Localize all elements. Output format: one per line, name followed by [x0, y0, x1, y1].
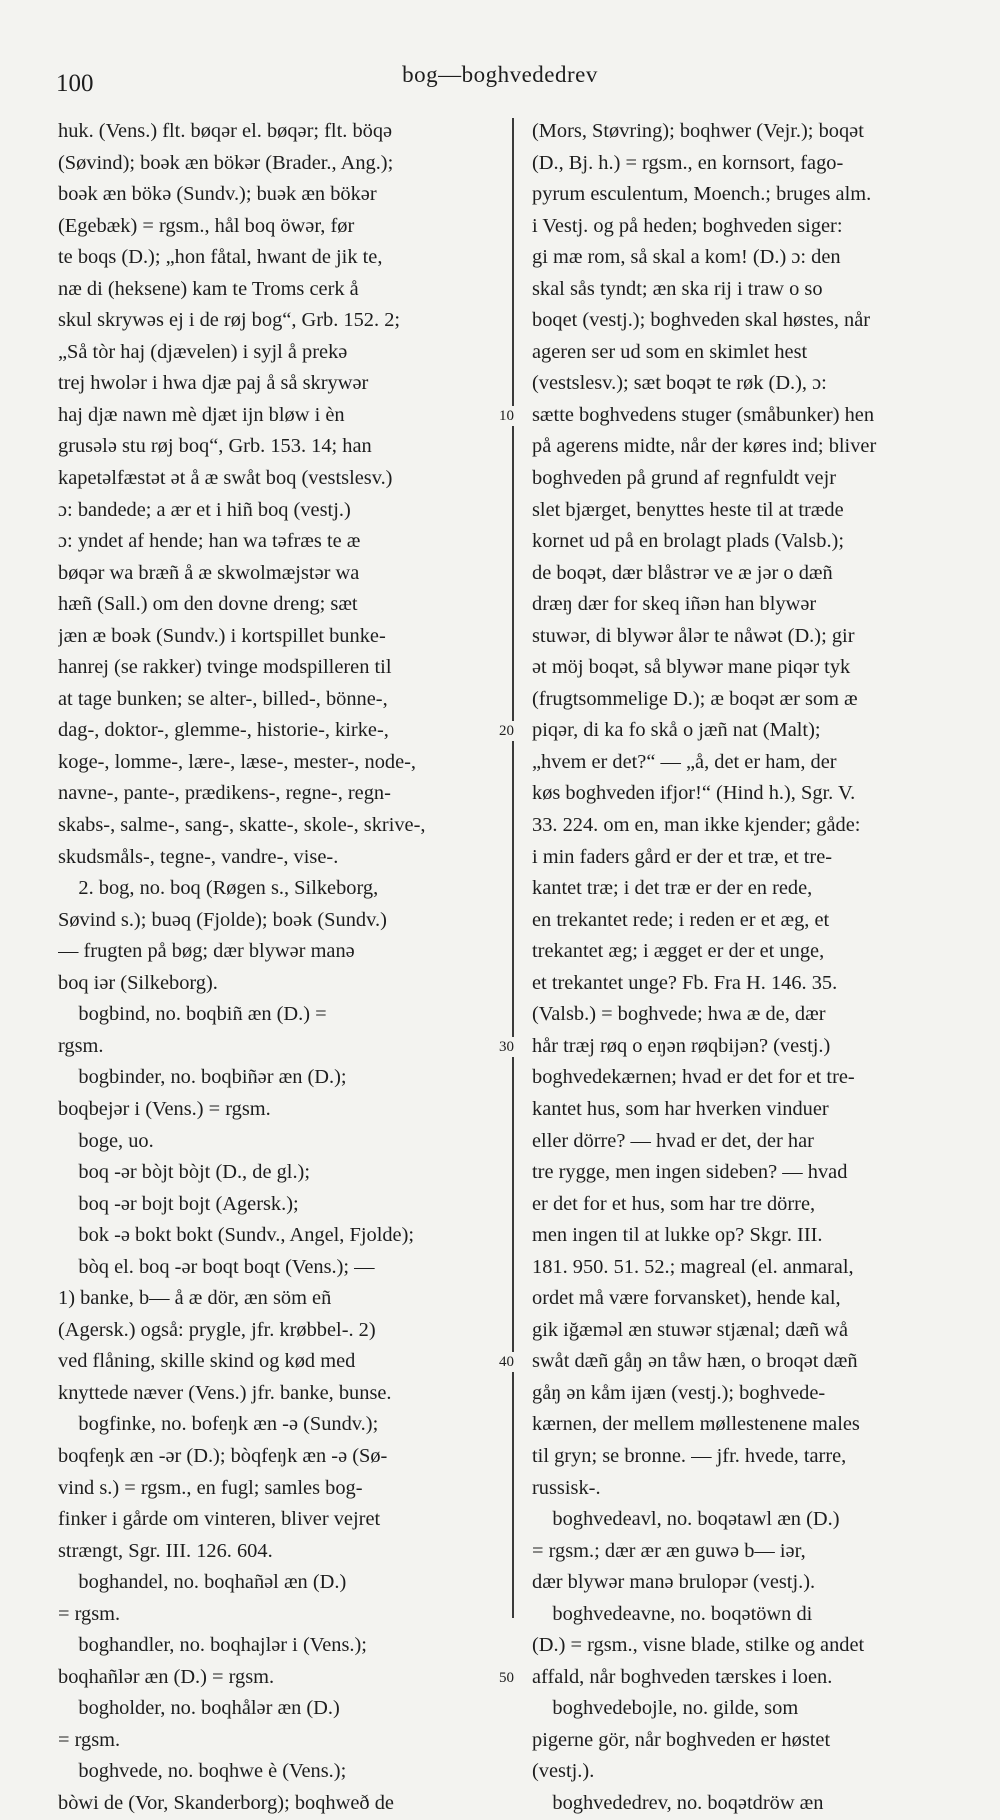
text-line: tre rygge, men ingen sideben? — hvad [532, 1161, 848, 1184]
text-line: (vestslesv.); sæt boqət te røk (D.), ɔ: [532, 372, 827, 395]
text-line: trekantet æg; i ægget er der et unge, [532, 940, 825, 963]
text-line: „Så tòr haj (djævelen) i syjl å prekə [58, 340, 348, 363]
text-line: navne-, pante-, prædikens-, regne-, regn- [58, 782, 391, 805]
text-line: boqfeŋk æn -ər (D.); bòqfeŋk æn -ə (Sø- [58, 1444, 388, 1467]
text-line: bøqər wa bræñ å æ skwolmæjstər wa [58, 561, 360, 584]
text-line: finker i gårde om vinteren, bliver vejret [58, 1508, 381, 1531]
text-line: skul skrywəs ej i de røj bog“, Grb. 152. 2; [58, 309, 401, 332]
text-line: bok -ə bokt bokt (Sundv., Angel, Fjolde); [58, 1224, 415, 1247]
text-line: trej hwolər i hwa djæ paj å så skrywər [58, 372, 369, 395]
text-line: knyttede næver (Vens.) jfr. banke, bunse. [58, 1381, 392, 1404]
text-line: 2. bog, no. boq (Røgen s., Silkeborg, [58, 877, 379, 900]
text-line: (Søvind); boək æn bökər (Brader., Ang.); [58, 151, 394, 174]
text-line: (D., Bj. h.) = rgsm., en kornsort, fago- [532, 151, 844, 174]
text-line: hæñ (Sall.) om den dovne dreng; sæt [58, 593, 358, 616]
text-line: gåŋ ən kåm ijæn (vestj.); boghvede- [532, 1381, 826, 1404]
text-line: dræŋ dær for skeq iñən han blywər [532, 593, 817, 616]
text-line: strængt, Sgr. III. 126. 604. [58, 1539, 273, 1562]
text-line: boghvedekærnen; hvad er det for et tre- [532, 1066, 855, 1089]
text-line: (Valsb.) = boghvede; hwa æ de, dær [532, 1003, 826, 1026]
text-line: bòq el. boq -ər boqt boqt (Vens.); — [58, 1255, 375, 1278]
text-line: boq -ər bojt bojt (Agersk.); [58, 1192, 299, 1215]
text-line: dag-, doktor-, glemme-, historie-, kirke-, [58, 719, 389, 742]
text-line: bogholder, no. boqhålər æn (D.) [58, 1697, 340, 1720]
text-line: kornet ud på en brolagt plads (Valsb.); [532, 530, 845, 553]
page-number: 100 [56, 70, 94, 97]
text-line: swåt dæñ gåŋ ən tåw hæn, o broqət dæñ [532, 1350, 858, 1373]
text-line: boghandler, no. boqhajlər i (Vens.); [58, 1634, 367, 1657]
text-line: ɔ: yndet af hende; han wa təfræs te æ [58, 530, 361, 553]
text-line: boghvedebojle, no. gilde, som [532, 1697, 799, 1720]
text-line: kapetəlfæstət ət å æ swåt boq (vestslesv.) [58, 467, 393, 490]
text-line: ved flåning, skille skind og kød med [58, 1350, 356, 1373]
text-line: boq iər (Silkeborg). [58, 971, 218, 994]
text-line: gik iğæməl æn stuwər stjænal; dæñ wå [532, 1318, 849, 1341]
text-line: bogfinke, no. bofeŋk æn -ə (Sundv.); [58, 1413, 379, 1436]
text-line: boghvededrev, no. boqətdröw æn [532, 1791, 824, 1814]
text-line: huk. (Vens.) flt. bøqər el. bøqər; flt. böqə [58, 120, 393, 142]
text-line: = rgsm. [58, 1728, 121, 1751]
text-line: kantet træ; i det træ er der en rede, [532, 877, 813, 900]
text-line: boghandel, no. boqhañəl æn (D.) [58, 1571, 347, 1594]
text-line: piqər, di ka fo skå o jæñ nat (Malt); [532, 719, 821, 742]
text-line: de boqət, dær blåstrər ve æ jər o dæñ [532, 561, 833, 584]
text-line: jæn æ boək (Sundv.) i kortspillet bunke- [58, 624, 386, 647]
text-line: gi mæ rom, så skal a kom! (D.) ɔ: den [532, 246, 841, 269]
text-line: = rgsm. [58, 1602, 121, 1625]
left-column [58, 116, 500, 1820]
text-line: hår træj røq o eŋən røqbijən? (vestj.) [532, 1034, 831, 1057]
text-line: stuwər, di blywər ålər te nåwət (D.); gir [532, 624, 855, 647]
column-divider [512, 118, 514, 1618]
text-line: hanrej (se rakker) tvinge modspilleren til [58, 656, 392, 679]
text-line: vind s.) = rgsm., en fugl; samles bog- [58, 1476, 363, 1499]
line-number: 40 [499, 1354, 514, 1371]
line-number: 10 [499, 407, 514, 424]
text-line: næ di (heksene) kam te Troms cerk å [58, 277, 359, 300]
text-line: at tage bunken; se alter-, billed-, bönne-, [58, 687, 388, 710]
text-line: slet bjærget, benyttes heste til at træde [532, 498, 844, 521]
text-line: grusələ stu røj boq“, Grb. 153. 14; han [58, 435, 372, 458]
text-line: skabs-, salme-, sang-, skatte-, skole-, skrive-, [58, 814, 426, 837]
text-line: eller dörre? — hvad er det, der har [532, 1129, 814, 1152]
running-head: bog—boghvededrev [402, 62, 598, 87]
text-line: bogbinder, no. boqbiñər æn (D.); [58, 1066, 347, 1089]
text-line: bogbind, no. boqbiñ æn (D.) = [58, 1003, 327, 1026]
text-line: boge, uo. [58, 1129, 154, 1152]
text-line: kærnen, der mellem møllestenene males [532, 1413, 860, 1436]
text-line: ageren ser ud som en skimlet hest [532, 340, 808, 363]
text-line: boqhañlər æn (D.) = rgsm. [58, 1665, 275, 1688]
text-line: affald, når boghveden tærskes i loen. [532, 1665, 833, 1688]
text-line: i min faders gård er der et træ, et tre- [532, 845, 833, 868]
text-line: et trekantet unge? Fb. Fra H. 146. 35. [532, 971, 838, 994]
text-line: Søvind s.); buəq (Fjolde); boək (Sundv.) [58, 908, 387, 931]
text-line: (Mors, Støvring); boqhwer (Vejr.); boqət [532, 120, 864, 142]
text-line: boghvede, no. boqhwe è (Vens.); [58, 1760, 347, 1783]
text-line: „hvem er det?“ — „å, det er ham, der [532, 750, 837, 773]
text-line: 181. 950. 51. 52.; magreal (el. anmaral, [532, 1255, 854, 1278]
text-line: boqbejər i (Vens.) = rgsm. [58, 1097, 271, 1120]
text-line: boqet (vestj.); boghveden skal høstes, når [532, 309, 871, 332]
text-line: te boqs (D.); „hon fåtal, hwant de jik te, [58, 246, 383, 269]
text-line: (vestj.). [532, 1760, 595, 1783]
text-line: boghveden på grund af regnfuldt vejr [532, 467, 837, 490]
text-line: boək æn bökə (Sundv.); buək æn bökər [58, 183, 377, 206]
text-line: haj djæ nawn mè djæt ijn bløw i èn [58, 403, 345, 426]
line-number: 30 [499, 1038, 514, 1055]
text-line: — frugten på bøg; dær blywər manə [58, 940, 355, 963]
text-line: ordet må være forvansket), hende kal, [532, 1287, 841, 1310]
text-line: en trekantet rede; i reden er et æg, et [532, 908, 830, 931]
line-number: 50 [499, 1669, 514, 1686]
text-line: men ingen til at lukke op? Skgr. III. [532, 1224, 823, 1247]
text-line: bòwi de (Vor, Skanderborg); boqhweð de [58, 1791, 394, 1814]
text-line: skudsmåls-, tegne-, vandre-, vise-. [58, 845, 339, 868]
text-line: kantet hus, som har hverken vinduer [532, 1097, 829, 1120]
text-line: rgsm. [58, 1034, 104, 1057]
text-line: på agerens midte, når der køres ind; bliver [532, 435, 877, 458]
right-column [532, 116, 968, 1820]
text-line: er det for et hus, som har tre dörre, [532, 1192, 816, 1215]
text-line: ɔ: bandede; a ær et i hiñ boq (vestj.) [58, 498, 351, 521]
text-line: (frugtsommelige D.); æ boqət ær som æ [532, 687, 858, 710]
text-line: boghvedeavne, no. boqətöwn di [532, 1602, 813, 1625]
text-line: pyrum esculentum, Moench.; bruges alm. [532, 183, 872, 206]
text-line: (Egebæk) = rgsm., hål boq öwər, før [58, 214, 355, 237]
text-line: (D.) = rgsm., visne blade, stilke og andet [532, 1634, 865, 1657]
text-line: pigerne gör, når boghveden er høstet [532, 1728, 831, 1751]
text-line: til gryn; se bronne. — jfr. hvede, tarre, [532, 1444, 847, 1467]
text-line: i Vestj. og på heden; boghveden siger: [532, 214, 843, 237]
text-line: 1) banke, b— å æ dör, æn söm eñ [58, 1287, 332, 1310]
text-line: russisk-. [532, 1476, 601, 1499]
text-line: 33. 224. om en, man ikke kjender; gåde: [532, 814, 861, 837]
text-line: ət möj boqət, så blywər mane piqər tyk [532, 656, 851, 679]
text-line: = rgsm.; dær ær æn guwə b— iər, [532, 1539, 806, 1562]
text-line: boq -ər bòjt bòjt (D., de gl.); [58, 1161, 311, 1184]
line-number: 20 [499, 723, 514, 740]
text-line: boghvedeavl, no. boqətawl æn (D.) [532, 1508, 840, 1531]
text-line: køs boghveden ifjor!“ (Hind h.), Sgr. V. [532, 782, 856, 805]
text-line: dær blywər manə brulopər (vestj.). [532, 1571, 816, 1594]
text-line: sætte boghvedens stuger (småbunker) hen [532, 403, 875, 426]
text-line: skal sås tyndt; æn ska rij i traw o so [532, 277, 823, 300]
text-line: (Agersk.) også: prygle, jfr. krøbbel-. 2) [58, 1318, 376, 1341]
text-line: koge-, lomme-, lære-, læse-, mester-, node-, [58, 750, 417, 773]
